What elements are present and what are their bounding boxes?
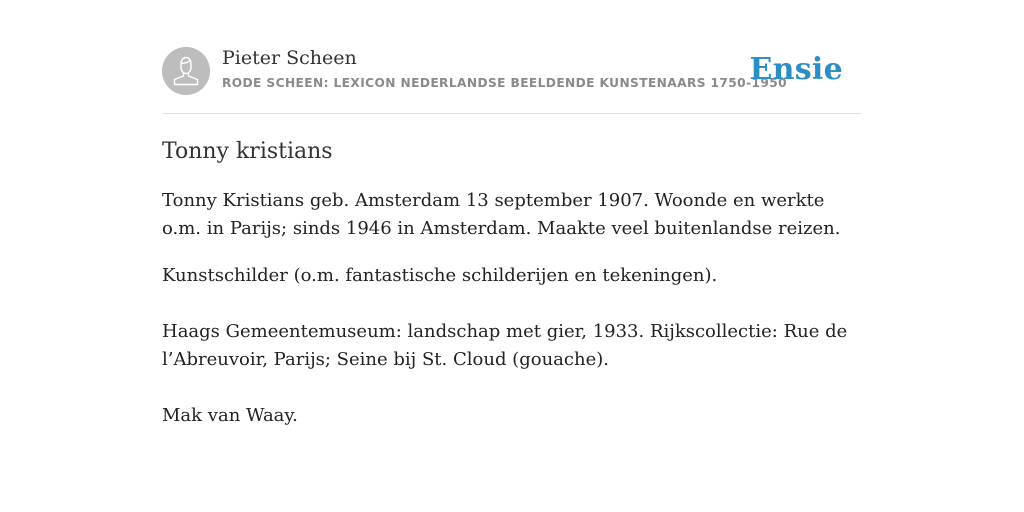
- header-divider: [162, 113, 862, 114]
- ensie-logo[interactable]: Ensie: [749, 52, 843, 87]
- user-avatar-icon[interactable]: [162, 47, 210, 95]
- article-paragraph: Haags Gemeentemuseum: landschap met gier, 1933. Rijkscollectie: Rue de l’Abreuvoir, Parijs; Seine bij St. Cloud (gouache).: [162, 321, 848, 370]
- article-paragraph: Mak van Waay.: [162, 405, 298, 426]
- article-body: [162, 135, 862, 430]
- entry-header: [162, 47, 862, 113]
- article-paragraph: Kunstschilder (o.m. fantastische schilderijen en tekeningen).: [162, 265, 718, 286]
- article-title: Tonny kristians: [162, 139, 333, 164]
- author-name[interactable]: Pieter Scheen: [222, 47, 357, 69]
- source-title[interactable]: RODE SCHEEN: LEXICON NEDERLANDSE BEELDENDE KUNSTENAARS 1750-1950: [222, 76, 788, 90]
- article-paragraph: Tonny Kristians geb. Amsterdam 13 september 1907. Woonde en werkte o.m. in Parijs; sinds 1946 in Amsterdam. Maakte veel buitenlandse reizen.: [162, 190, 841, 239]
